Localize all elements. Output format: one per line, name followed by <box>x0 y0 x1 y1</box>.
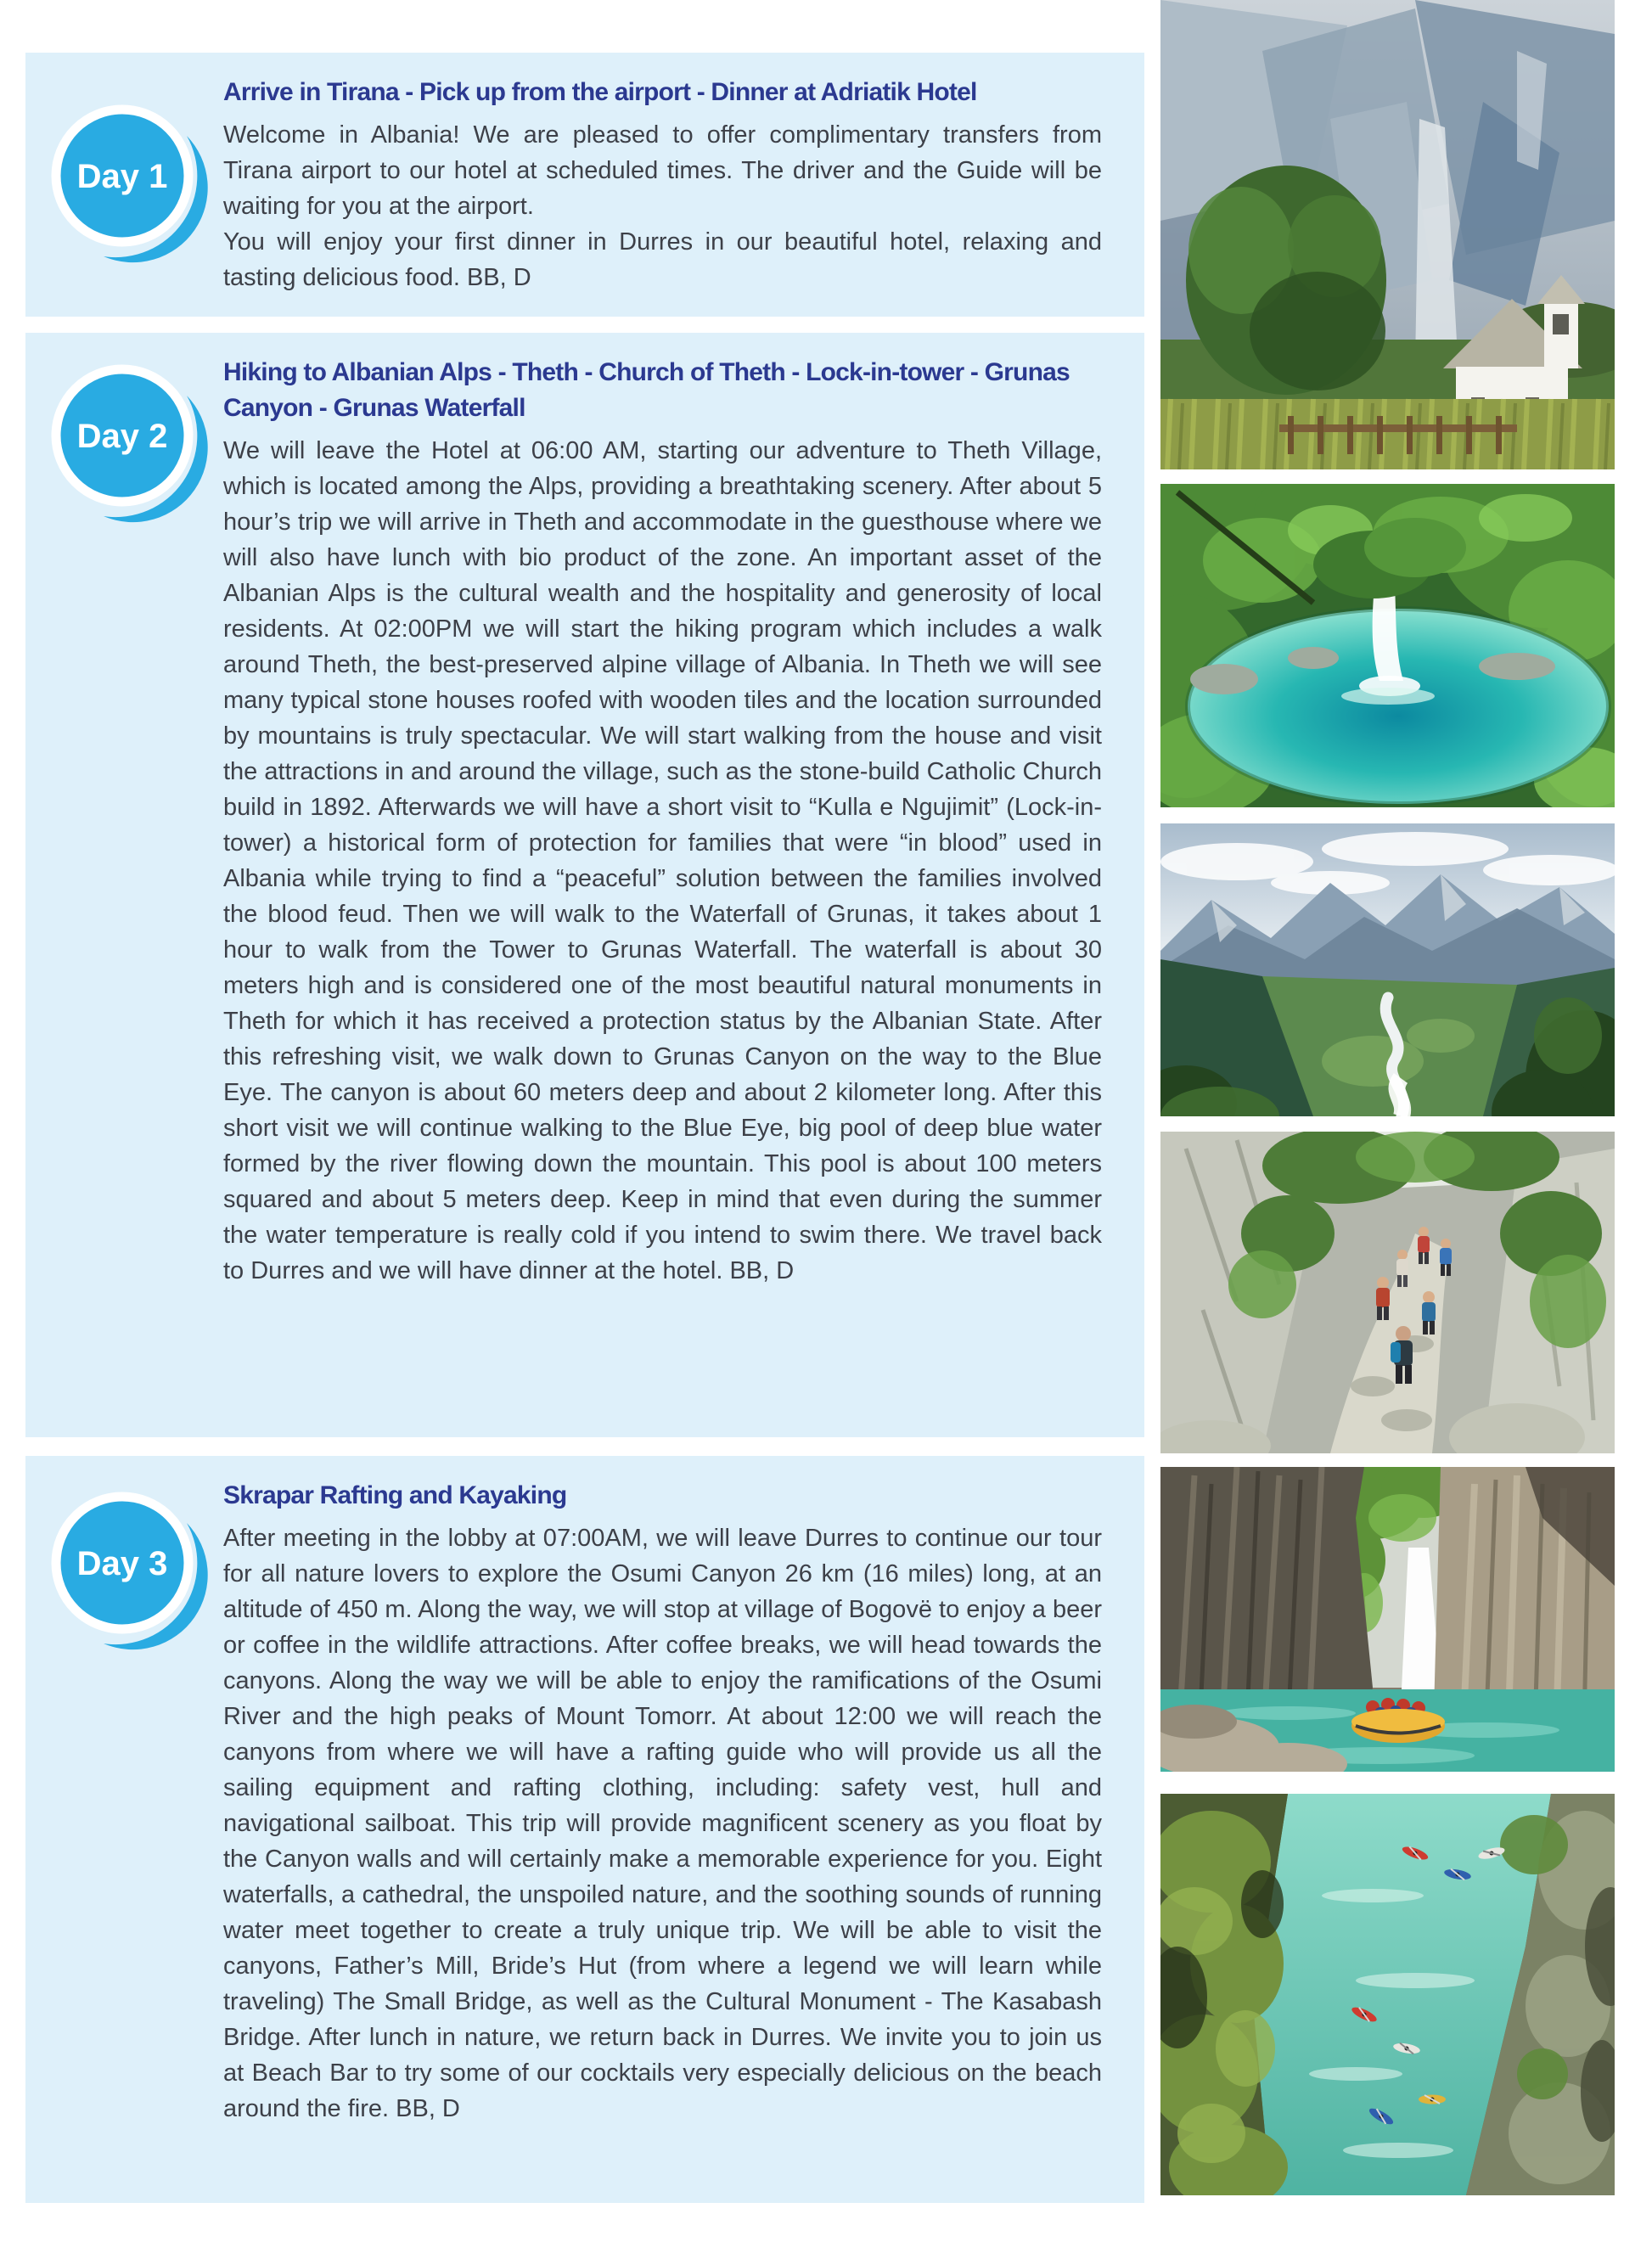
day-2-heading: Hiking to Albanian Alps - Theth - Church of Theth - Lock-in-tower - Grunas Canyon - Grunas Waterfall <box>223 358 1070 422</box>
day-1-badge <box>44 95 231 278</box>
photo-canyon-hikers <box>1160 1132 1615 1453</box>
day-2-badge-icon <box>44 355 231 537</box>
day-2-content <box>223 355 1102 1289</box>
photo-theth-church <box>1160 0 1615 469</box>
photo-theth-valley <box>1160 823 1615 1116</box>
day-2-paragraph: We will leave the Hotel at 06:00 AM, starting our adventure to Theth Village, which is located among the Alps, providing a breathtaking scenery. After about 5 hour’s trip we will arrive in Theth and accommodate in the guesthouse where we will also have lunch with bio product of the zone. An important asset of the Albanian Alps is the cultural wealth and the hospitality and generosity of local residents. At 02:00PM we will start the hiking program which includes a walk around Theth, the best-preserved alpine village of Albania. In Theth we will see many typical stone houses roofed with wooden tiles and the location surrounded by mountains is truly spectacular. We will start walking from the house and visit the attractions in and around the village, such as the stone-build Catholic Church build in 1892. Afterwards we will have a short visit to “Kulla e Ngujimit” (Lock-in-tower) a historical form of protection for families that were “in blood” used in Albania while trying to find a “peaceful” solution between the families involved the blood feud. Then we will walk to the Waterfall of Grunas, it takes about 1 hour to walk from the Tower to Grunas Waterfall. The waterfall is about 30 meters high and is considered one of the most beautiful natural monuments in Theth for which it has received a protection status by the Albanian State. After this refreshing visit, we walk down to Grunas Canyon on the way to the Blue Eye. The canyon is about 60 meters deep and about 2 kilometer long. After this short visit we will continue walking to the Blue Eye, big pool of deep blue water formed by the river flowing down the mountain. This pool is about 100 meters squared and about 5 meters deep. Keep in mind that even during the summer the water temperature is really cold if you intend to swim there. We travel back to Durres and we will have dinner at the hotel. BB, D <box>223 437 1102 1284</box>
day-1-paragraph: Welcome in Albania! We are pleased to offer complimentary transfers from Tirana airport to our hotel at scheduled times. The driver and the Guide will be waiting for you at the airport. <box>223 121 1102 220</box>
day-1-content <box>223 75 1102 295</box>
day-2-badge <box>44 355 231 537</box>
photo-kayaking-aerial <box>1160 1794 1615 2195</box>
day-1-heading: Arrive in Tirana - Pick up from the airport - Dinner at Adriatik Hotel <box>223 78 977 106</box>
photo-blue-eye <box>1160 484 1615 807</box>
day-3-paragraph: After meeting in the lobby at 07:00AM, we will leave Durres to continue our tour for all nature lovers to explore the Osumi Canyon 26 km (16 miles) long, at an altitude of 450 m. Along the way, we will stop at village of Bogovë to enjoy a beer or coffee in the wildlife attractions. After coffee breaks, we will head towards the canyons. Along the way we will be able to enjoy the ramifications of the Osumi River and the high peaks of Mount Tomorr. At about 12:00 we will reach the canyons from where we will have a rafting guide who will provide us all the sailing equipment and rafting clothing, including: safety vest, hull and navigational sailboat. This trip will provide magnificent scenery as you float by the Canyon walls and will certainly make a memorable experience for you. Eight waterfalls, a cathedral, the unspoiled nature, and the soothing sounds of running water meet together to create a truly unique trip. We will be able to visit the canyons, Father’s Mill, Bride’s Hut (from where a legend we will learn while traveling) The Small Bridge, as well as the Cultural Monument - The Kasabash Bridge. After lunch in nature, we return back in Durres. We invite you to join us at Beach Bar to try some of our cocktails very especially delicious on the beach around the fire. BB, D <box>223 1525 1102 2122</box>
day-1-badge-label: Day 1 <box>76 158 168 195</box>
day-1-badge-icon <box>44 95 231 278</box>
day-3-badge-label: Day 3 <box>76 1545 168 1582</box>
day-3-content <box>223 1478 1102 2127</box>
day-3-badge-icon <box>44 1482 231 1665</box>
day-3-badge <box>44 1482 231 1665</box>
day-3-heading: Skrapar Rafting and Kayaking <box>223 1481 567 1509</box>
photo-osumi-rafting <box>1160 1467 1615 1772</box>
day-2-badge-label: Day 2 <box>76 418 168 455</box>
day-1-paragraph: You will enjoy your first dinner in Durres in our beautiful hotel, relaxing and tasting delicious food. BB, D <box>223 228 1102 291</box>
